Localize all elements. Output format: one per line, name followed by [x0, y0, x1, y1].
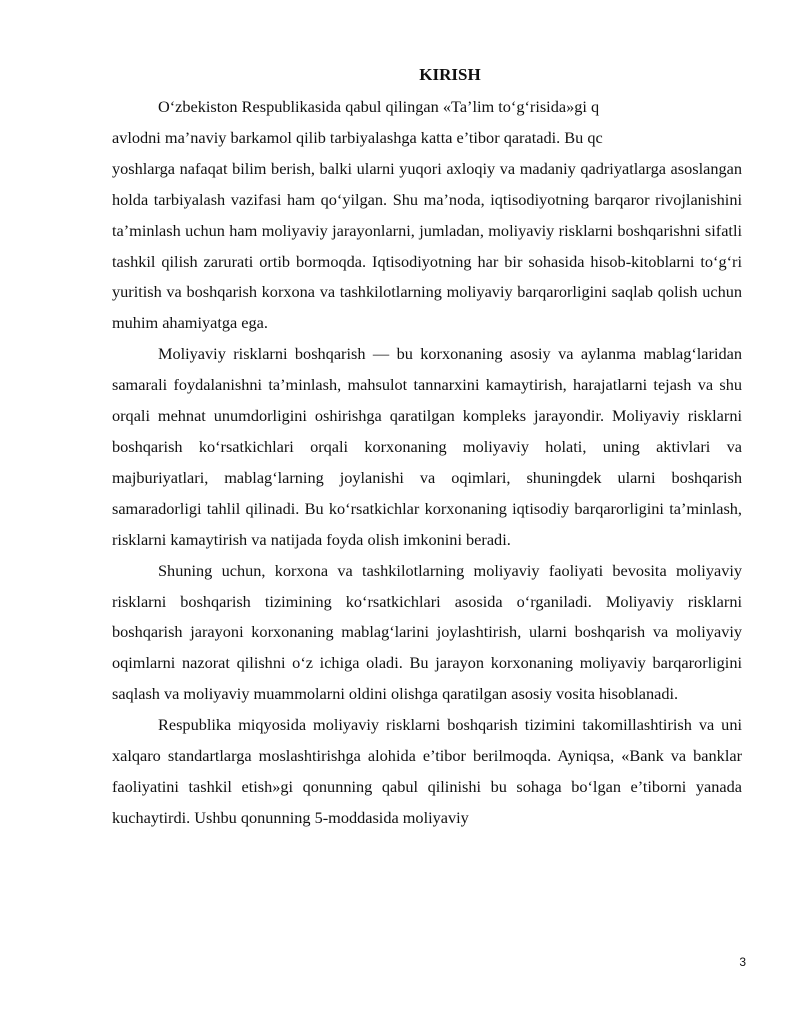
- page-number: 3: [739, 955, 746, 969]
- paragraph-2: Moliyaviy risklarni boshqarish — bu korxonaning asosiy va aylanma mablag‘laridan samarali foydalanishni ta’minlash, mahsulot tannarxini kamaytirish, harajatlarni tejash va shu orqali mehnat unumdorligini oshirishga qaratilgan kompleks jarayondir. Moliyaviy risklarni boshqarish ko‘rsatkichlari orqali korxonaning moliyaviy holati, uning aktivlari va majburiyatlari, mablag‘larning joylanishi va oqimlari, shuningdek ularni boshqarish samaradorligi tahlil qilinadi. Bu ko‘rsatkichlar korxonaning iqtisodiy barqarorligini ta’minlash, risklarni kamaytirish va natijada foyda olish imkonini beradi.: [112, 344, 742, 549]
- paragraph-3: Shuning uchun, korxona va tashkilotlarning moliyaviy faoliyati bevosita moliyaviy risklarni boshqarish tizimining ko‘rsatkichlari asosida o‘rganiladi. Moliyaviy risklarni boshqarish jarayoni korxonaning mablag‘larini joylashtirish, ularni boshqarish va moliyaviy oqimlarni nazorat qilishni o‘z ichiga oladi. Bu jarayon korxonaning moliyaviy barqarorligini saqlash va moliyaviy muammolarni oldini olishga qaratilgan asosiy vosita hisoblanadi.: [112, 560, 742, 704]
- body-text: [112, 92, 742, 834]
- paragraph-1-continued: yoshlarga nafaqat bilim berish, balki ularni yuqori axloqiy va madaniy qadriyatlarga asoslangan holda tarbiyalash vazifasi ham qo‘yilgan. Shu ma’noda, iqtisodiyotning barqaror rivojlanishini ta’minlash uchun ham moliyaviy jarayonlarni, jumladan, moliyaviy risklarni boshqarishni sifatli tashkil qilish zarurati ortib bormoqda. Iqtisodiyotning har bir sohasida hisob-kitoblarni to‘g‘ri yuritish va boshqarish korxona va tashkilotlarning moliyaviy barqarorligini saqlab qolish uchun muhim ahamiyatga ega.: [112, 158, 742, 333]
- paragraph-1-line-2-text: avlodni ma’naviy barkamol qilib tarbiyalashga katta e’tibor qaratadi. Bu qc: [112, 127, 603, 147]
- paragraph-4: Respublika miqyosida moliyaviy risklarni boshqarish tizimini takomillashtirish va uni xalqaro standartlarga moslashtirishga alohida e’tibor berilmoqda. Ayniqsa, «Bank va banklar faoliyatini tashkil etish»gi qonunning qabul qilinishi bu sohaga bo‘lgan e’tiborni yanada kuchaytirdi. Ushbu qonunning 5-moddasida moliyaviy: [112, 715, 742, 827]
- paragraph-1-line-1: [112, 92, 742, 123]
- paragraph-1-line-1-text: O‘zbekiston Respublikasida qabul qilingan «Ta’lim to‘g‘risida»gi q: [158, 97, 600, 116]
- paragraph-1-line-2: [112, 123, 742, 154]
- section-title: KIRISH: [419, 65, 481, 84]
